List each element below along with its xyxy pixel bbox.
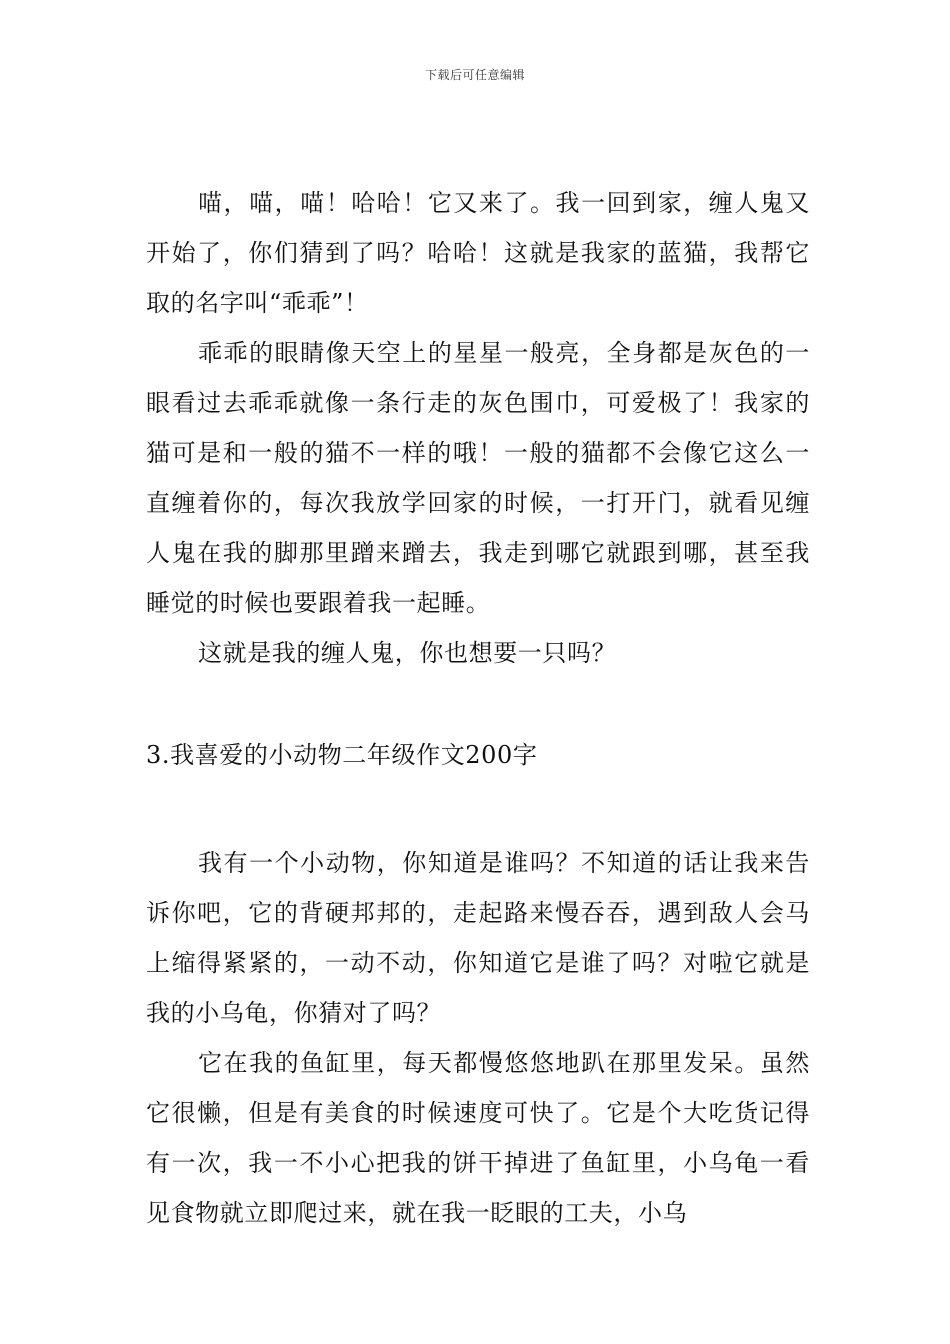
page-header-note: 下载后可任意编辑 xyxy=(424,68,525,82)
paragraph-turtle-story: 它在我的鱼缸里，每天都慢悠悠地趴在那里发呆。虽然它很懒，但是有美食的时候速度可快了。它是个大吃货记得有一次，我一不小心把我的饼干掉进了鱼缸里，小乌龟一看见食物就立即爬过来，就在我一眨眼的工夫，小乌 xyxy=(146,1049,810,1227)
section-title: 3.我喜爱的小动物二年级作文200字 xyxy=(146,741,538,769)
paragraph-cat-description: 乖乖的眼睛像天空上的星星一般亮，全身都是灰色的一眼看过去乖乖就像一条行走的灰色围巾，可爱极了！我家的猫可是和一般的猫不一样的哦！一般的猫都不会像它这么一直缠着你的，每次我放学回家的时候，一打开门，就看见缠人鬼在我的脚那里蹭来蹭去，我走到哪它就跟到哪，甚至我睡觉的时候也要跟着我一起睡。 xyxy=(146,339,810,617)
paragraph-turtle-intro: 我有一个小动物，你知道是谁吗？不知道的话让我来告诉你吧，它的背硬邦邦的，走起路来慢吞吞，遇到敌人会马上缩得紧紧的，一动不动，你知道它是谁了吗？对啦它就是我的小乌龟，你猜对了吗？ xyxy=(146,849,810,1027)
paragraph-cat-intro: 喵，喵，喵！哈哈！它又来了。我一回到家，缠人鬼又开始了，你们猜到了吗？哈哈！这就是我家的蓝猫，我帮它取的名字叫“乖乖”！ xyxy=(146,189,810,317)
spacer xyxy=(146,678,810,730)
paragraph-cat-closing: 这就是我的缠人鬼，你也想要一只吗？ xyxy=(198,639,617,667)
spacer xyxy=(146,780,810,838)
document-body xyxy=(146,178,810,1238)
